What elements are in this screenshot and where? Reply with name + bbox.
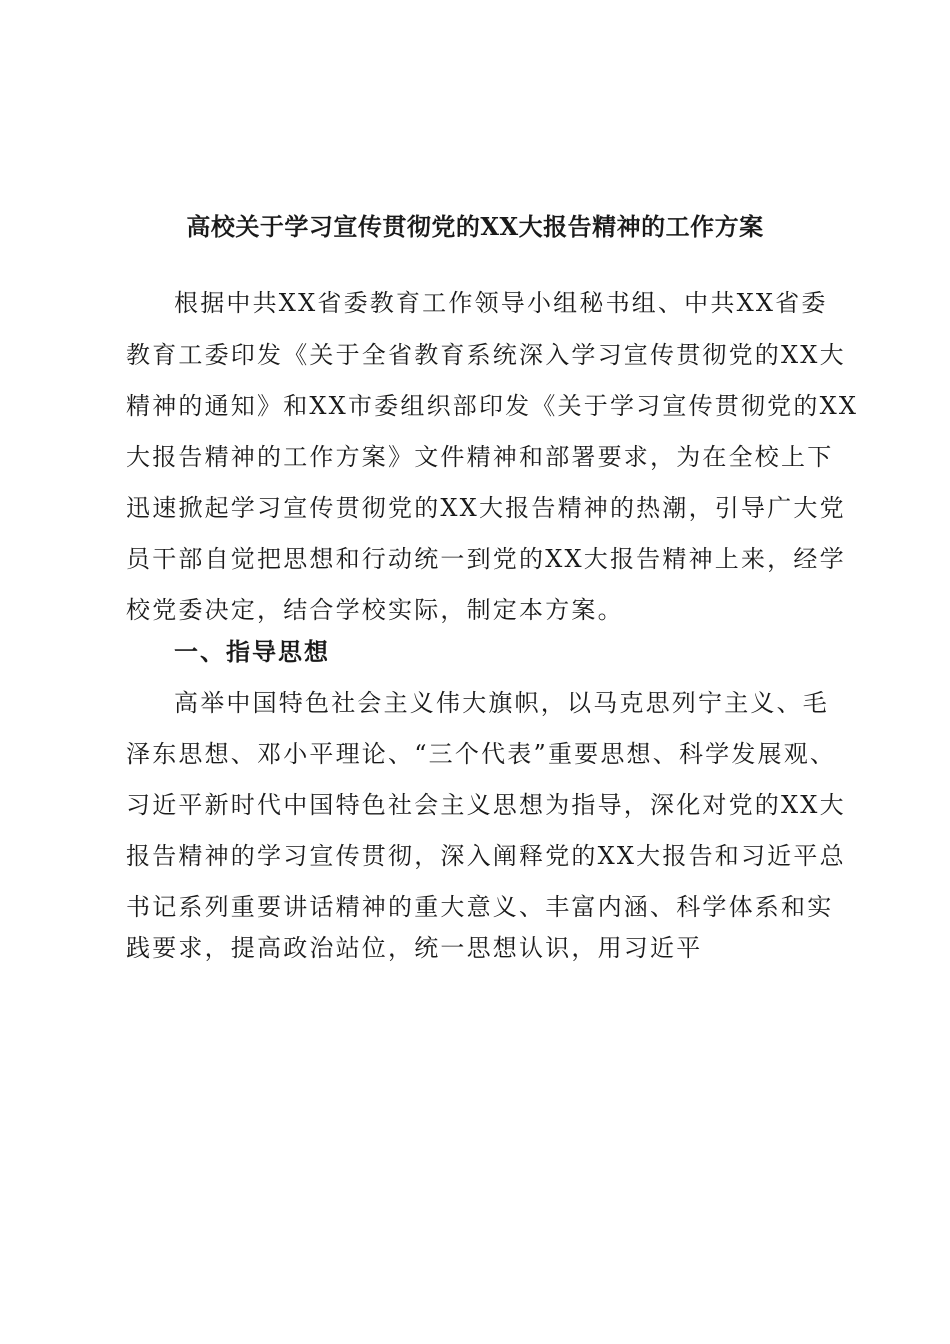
intro-line: 校党委决定，结合学校实际，制定本方案。 bbox=[126, 596, 624, 624]
section-line: 践要求，提高政治站位，统一思想认识，用习近平 bbox=[126, 934, 703, 962]
intro-line: 根据中共XX省委教育工作领导小组秘书组、中共XX省委 bbox=[174, 289, 828, 317]
intro-line: 员干部自觉把思想和行动统一到党的XX大报告精神上来，经学 bbox=[126, 545, 846, 573]
section-line: 报告精神的学习宣传贯彻，深入阐释党的XX大报告和习近平总 bbox=[126, 842, 846, 870]
intro-line: 迅速掀起学习宣传贯彻党的XX大报告精神的热潮，引导广大党 bbox=[126, 494, 846, 522]
section-line: 泽东思想、邓小平理论、“三个代表”重要思想、科学发展观、 bbox=[126, 740, 837, 768]
section-line: 高举中国特色社会主义伟大旗帜，以马克思列宁主义、毛 bbox=[174, 689, 829, 717]
section-heading-guiding-ideology: 一、指导思想 bbox=[174, 638, 330, 666]
section-line: 习近平新时代中国特色社会主义思想为指导，深化对党的XX大 bbox=[126, 791, 846, 819]
intro-line: 教育工委印发《关于全省教育系统深入学习宣传贯彻党的XX大 bbox=[126, 341, 846, 369]
intro-line: 精神的通知》和XX市委组织部印发《关于学习宣传贯彻党的XX bbox=[126, 392, 859, 420]
document-title: 高校关于学习宣传贯彻党的XX大报告精神的工作方案 bbox=[186, 212, 764, 241]
section-line: 书记系列重要讲话精神的重大意义、丰富内涵、科学体系和实 bbox=[126, 893, 834, 921]
intro-line: 大报告精神的工作方案》文件精神和部署要求，为在全校上下 bbox=[126, 443, 834, 471]
